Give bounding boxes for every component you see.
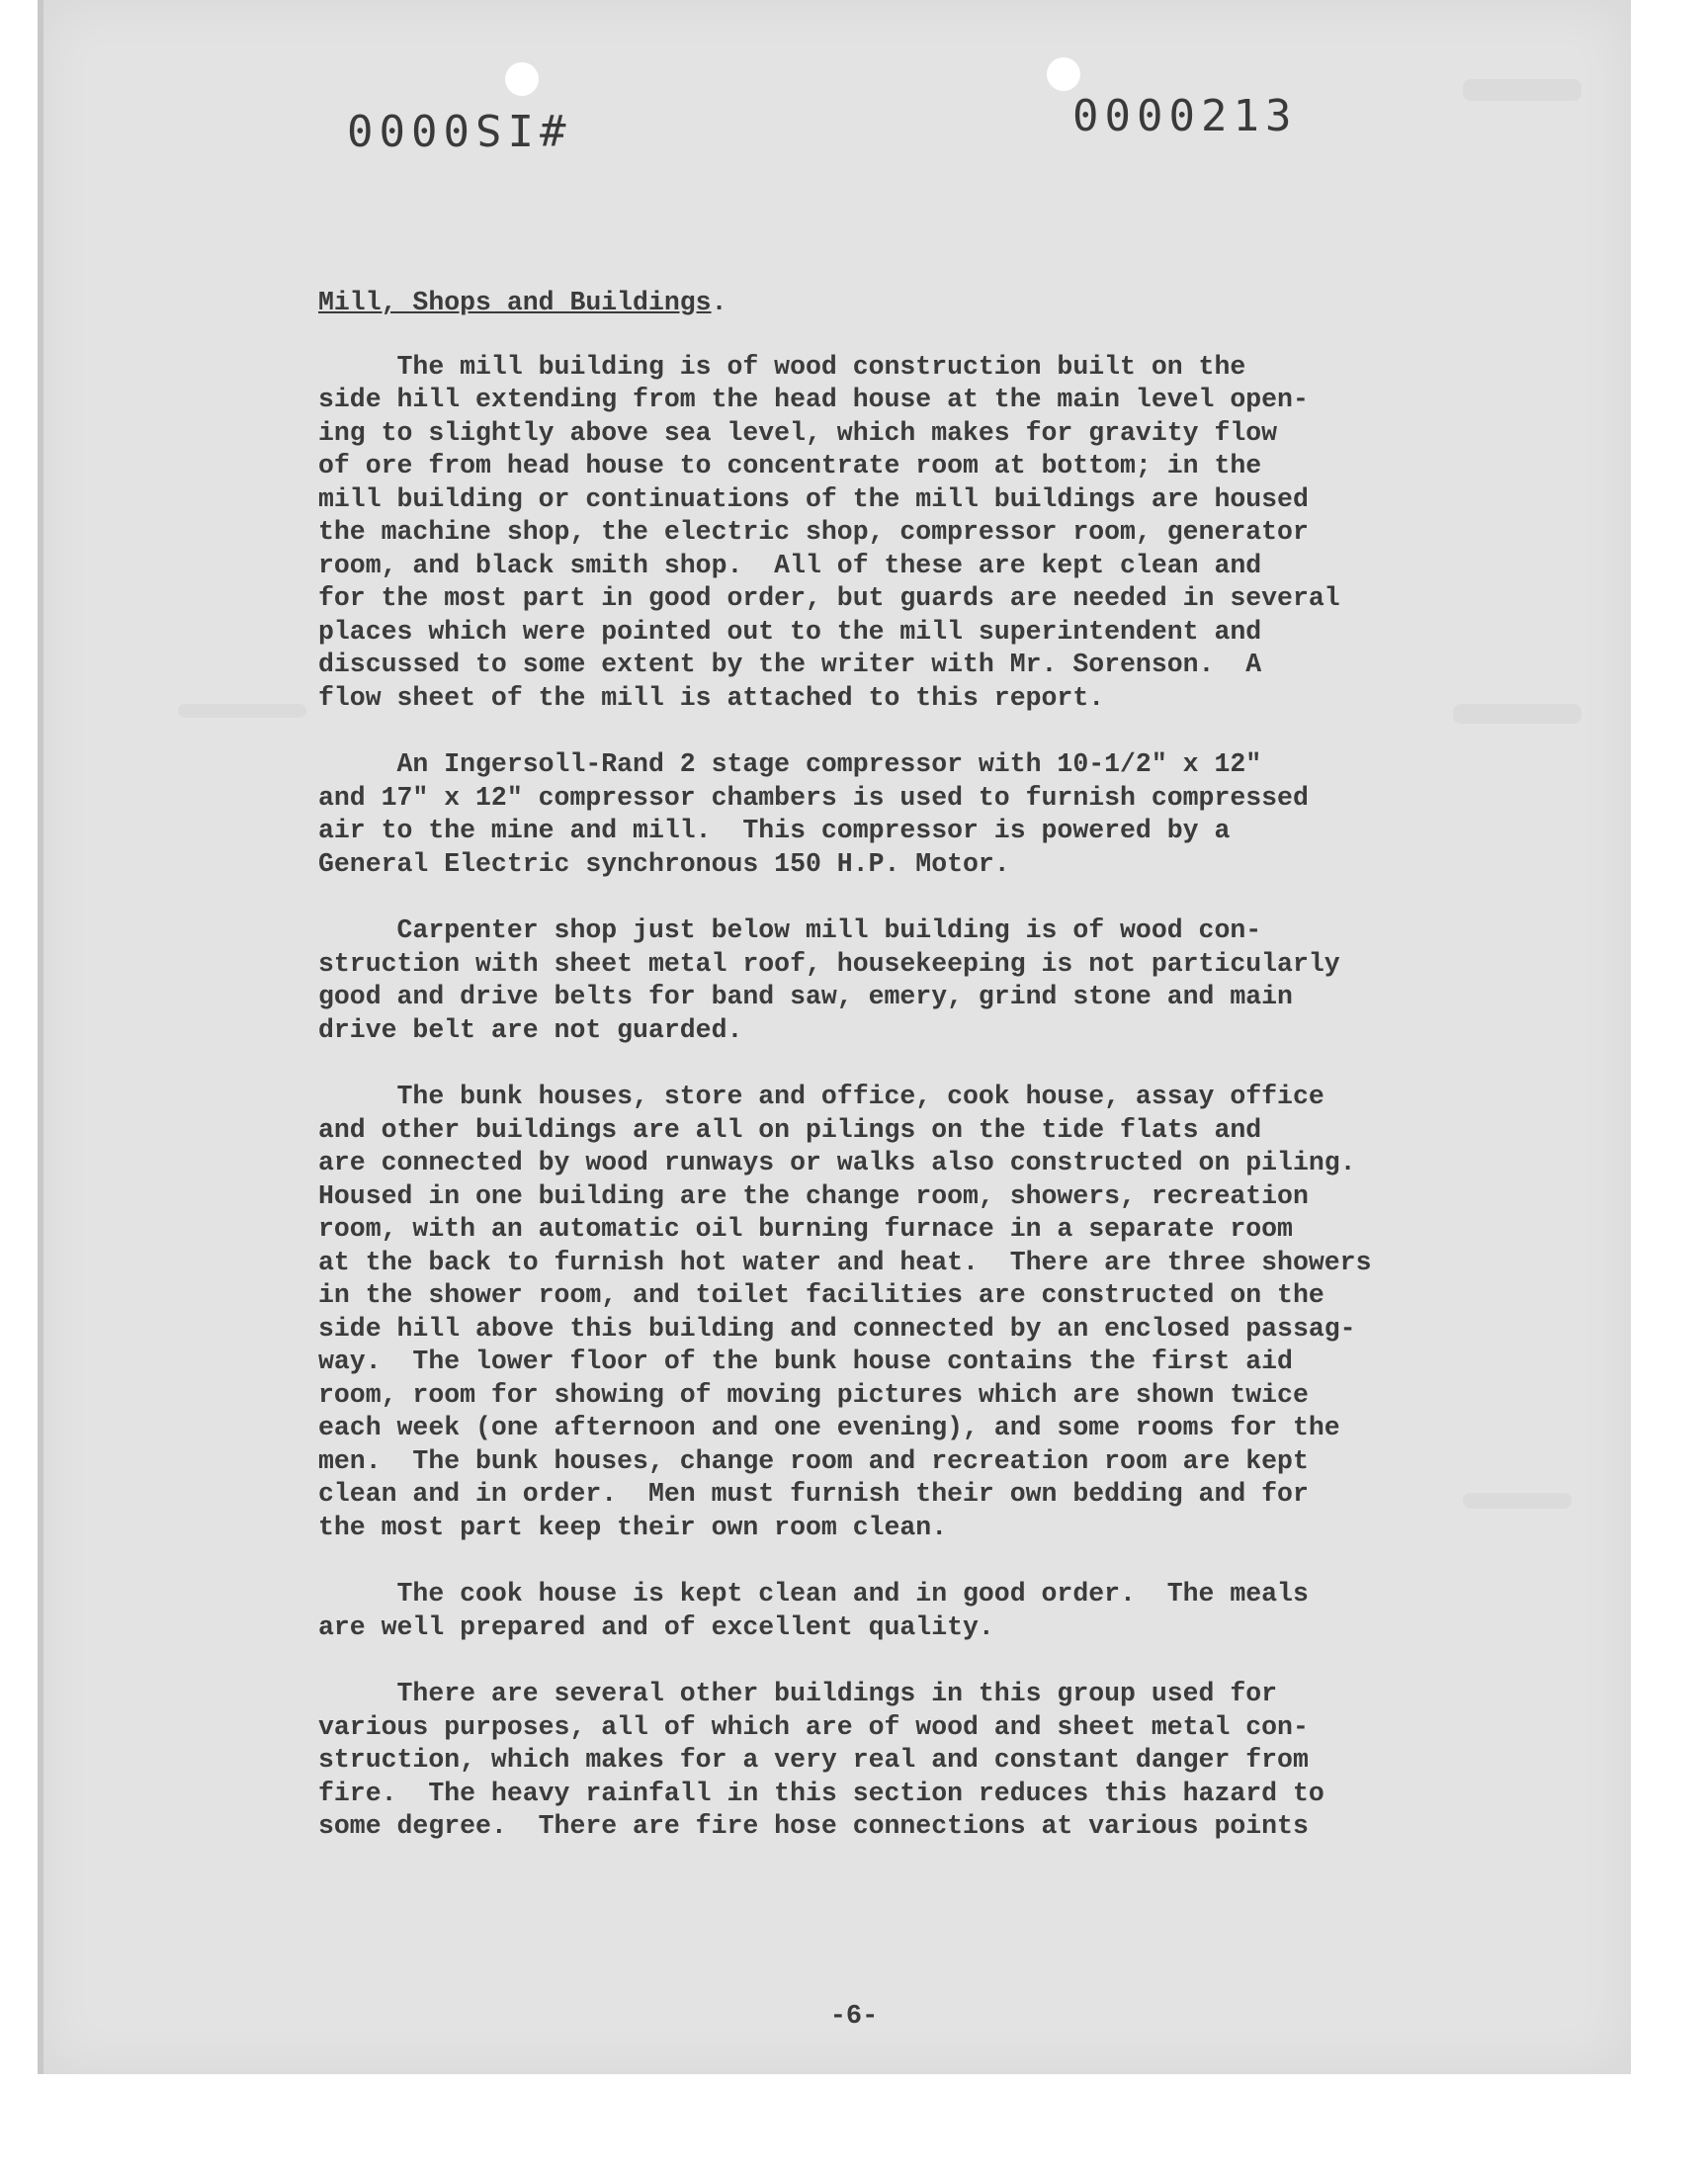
text-line: General Electric synchronous 150 H.P. Motor. <box>318 848 1010 879</box>
text-line: discussed to some extent by the writer with Mr. Sorenson. A <box>318 650 1262 679</box>
section-heading-text: Mill, Shops and Buildings <box>318 288 712 317</box>
text-line: room, and black smith shop. All of these are kept clean and <box>318 550 1262 580</box>
text-line: clean and in order. Men must furnish their own bedding and for <box>318 1479 1309 1509</box>
document-stamp-right: 0000213 <box>1072 91 1298 141</box>
paragraph <box>318 1081 1435 1544</box>
text-line: are connected by wood runways or walks also constructed on piling. <box>318 1148 1356 1177</box>
text-line: the machine shop, the electric shop, compressor room, generator <box>318 517 1309 547</box>
text-line: struction, which makes for a very real and constant danger from <box>318 1745 1309 1775</box>
text-line: of ore from head house to concentrate room at bottom; in the <box>318 451 1262 480</box>
text-line: Carpenter shop just below mill building is of wood con- <box>318 915 1262 945</box>
text-line: struction with sheet metal roof, housekeeping is not particularly <box>318 948 1340 979</box>
text-line: various purposes, all of which are of wood and sheet metal con- <box>318 1711 1309 1742</box>
text-line: There are several other buildings in this group used for <box>318 1679 1278 1708</box>
text-line: room, with an automatic oil burning furnace in a separate room <box>318 1214 1293 1244</box>
page-number: -6- <box>829 2002 879 2032</box>
text-line: at the back to furnish hot water and heat. There are three showers <box>318 1247 1372 1277</box>
text-line: Housed in one building are the change room, showers, recreation <box>318 1180 1309 1211</box>
text-line: in the shower room, and toilet facilities are constructed on the <box>318 1280 1324 1310</box>
paragraph <box>318 914 1435 1047</box>
text-line: and other buildings are all on pilings on the tide flats and <box>318 1114 1262 1145</box>
punch-hole-right <box>1047 57 1080 91</box>
text-line: men. The bunk houses, change room and recreation room are kept <box>318 1445 1309 1476</box>
document-body <box>318 287 1435 1877</box>
text-line: some degree. There are fire hose connections at various points <box>318 1811 1309 1841</box>
text-line: good and drive belts for band saw, emery, grind stone and main <box>318 982 1293 1011</box>
text-line: drive belt are not guarded. <box>318 1014 743 1045</box>
text-line: each week (one afternoon and one evening), and some rooms for the <box>318 1413 1340 1442</box>
text-line: places which were pointed out to the mill superintendent and <box>318 616 1262 647</box>
text-line: for the most part in good order, but guards are needed in several <box>318 583 1340 613</box>
scan-smudge <box>1453 704 1581 724</box>
scan-smudge <box>178 704 306 718</box>
punch-hole-left <box>505 62 539 96</box>
sheet-edge <box>38 0 43 2074</box>
paragraph <box>318 351 1435 716</box>
document-stamp-left: #IS0000 <box>341 104 566 154</box>
text-line: side hill above this building and connected by an enclosed passag- <box>318 1313 1356 1344</box>
text-line: fire. The heavy rainfall in this section reduces this hazard to <box>318 1778 1324 1808</box>
text-line: The mill building is of wood construction built on the <box>318 351 1246 382</box>
text-line: the most part keep their own room clean. <box>318 1512 948 1542</box>
scan-smudge <box>1463 79 1581 101</box>
text-line: side hill extending from the head house at the main level open- <box>318 385 1309 414</box>
text-line: room, room for showing of moving pictures which are shown twice <box>318 1379 1309 1410</box>
text-line: mill building or continuations of the mill buildings are housed <box>318 483 1309 514</box>
text-line: ing to slightly above sea level, which makes for gravity flow <box>318 417 1278 448</box>
text-line: and 17" x 12" compressor chambers is used to furnish compressed <box>318 782 1309 813</box>
text-line: The bunk houses, store and office, cook house, assay office <box>318 1082 1324 1111</box>
text-line: The cook house is kept clean and in good order. The meals <box>318 1579 1309 1609</box>
section-heading <box>318 287 1435 320</box>
scan-smudge <box>1463 1493 1572 1509</box>
section-heading-period: . <box>711 288 727 317</box>
text-line: way. The lower floor of the bunk house contains the first aid <box>318 1347 1293 1376</box>
paragraph <box>318 748 1435 881</box>
paragraph <box>318 1578 1435 1644</box>
text-line: flow sheet of the mill is attached to this report. <box>318 682 1105 713</box>
text-line: are well prepared and of excellent quality. <box>318 1611 994 1642</box>
paragraph <box>318 1678 1435 1844</box>
text-line: An Ingersoll-Rand 2 stage compressor with 10-1/2" x 12" <box>318 749 1262 779</box>
text-line: air to the mine and mill. This compressor is powered by a <box>318 816 1231 845</box>
